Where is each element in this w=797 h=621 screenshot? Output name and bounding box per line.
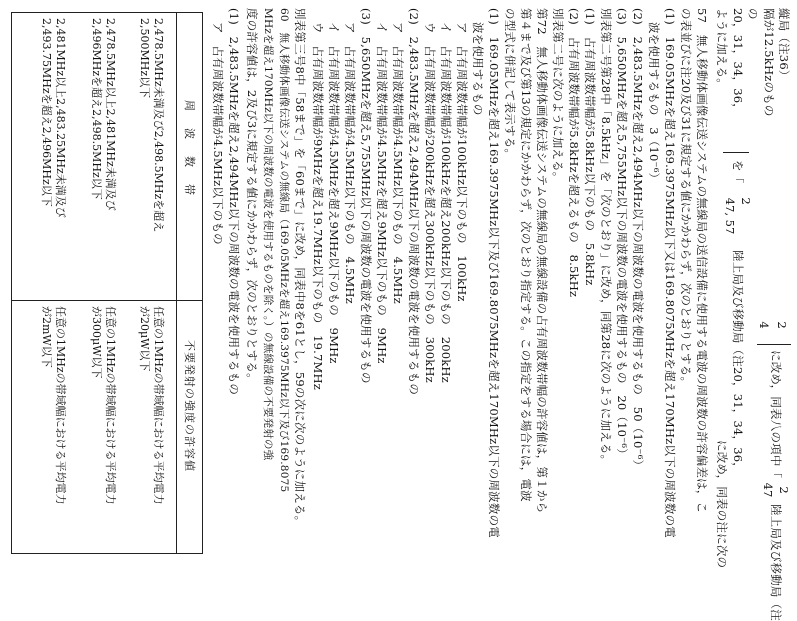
- inline-rest-3: に改め，同表の注に次の: [715, 440, 729, 569]
- text-line-30: ウ 占有周波数帯幅が9MHzを超え19.7MHz以下のもの 19.7MHz: [311, 22, 325, 391]
- text-line-29: イ 占有周波数帯幅が4.5MHzを超え9MHz以下のもの 9MHz: [327, 22, 341, 364]
- text-line-16: 第72 無人移動体画像伝送システムの無線局の無線設備の占有周波数帯幅の許容値は，第１から: [535, 8, 549, 514]
- inline-arrow-text: を「: [731, 160, 745, 184]
- text-line-12: 別表第二号第28中「8.5kHz」を「次のとおり」に改め，同第28に次のように加える。: [599, 8, 613, 467]
- table-row-1-limit-line-2: が20μW以下: [138, 306, 151, 372]
- fraction-1-bottom: 4: [757, 321, 771, 329]
- inline-rest-1: に改め，同表八の項中「: [769, 350, 783, 479]
- text-line-20: 波を使用するもの: [471, 22, 485, 116]
- text-line-28: ア 占有周波数帯幅が4.5MHz以下のもの 4.5MHz: [343, 22, 357, 304]
- table-header-limit: 不要発射の強度の許容値: [183, 340, 196, 472]
- table-header-divider: [176, 12, 177, 554]
- text-line-2: 隔が12.5kHzのもの: [762, 8, 776, 117]
- text-line-13: (1) 占有周波数帯幅が5.8kHz以下のもの 5.8kHz: [583, 8, 597, 286]
- table-row-2-limit-line-2: が300μW以下: [90, 306, 103, 379]
- table-row-2-band-line-1: 2,478.5MHz以上2,481MHz未満及び: [104, 18, 117, 211]
- text-line-8: (1) 169.05MHzを超え169.3975MHz以下又は169.8075MHzを超え170MHz以下の周波数の電: [663, 8, 677, 538]
- text-line-15: 別表第二号に次のように加える。: [551, 8, 565, 184]
- text-line-18: の型式に併記して表示する。: [503, 8, 517, 161]
- text-line-32: 60 無人移動体画像伝送システムの無線局（169.05MHzを超え169.3975MHz以下及び169.8075: [278, 8, 290, 493]
- text-line-1: 縦局（注36）: [777, 8, 791, 82]
- text-line-5: ように加える。: [715, 8, 729, 90]
- table-row-3-limit-line-2: が2mW以下: [40, 306, 53, 368]
- table-row-1-band-line-1: 2,478.5MHz未満及び2,498.5MHzを超え: [152, 18, 165, 233]
- text-line-7: の表並びに注20及び31に規定する値にかかわらず，次のとおりとする。: [679, 8, 693, 389]
- fraction-3-bottom: 47: [761, 482, 775, 498]
- text-line-23: ウ 占有周波数帯幅が200kHzを超え300kHz以下のもの 300kHz: [423, 22, 437, 383]
- text-line-19: (1) 169.05MHzを超え169.3975MHz以下及び169.8075MHzを超え170MHz以下の周波数の電: [487, 8, 501, 538]
- fraction-2-top: 2: [739, 197, 753, 205]
- table-row-2-limit-line-1: 任意の1MHzの帯域幅における平均電力: [104, 306, 117, 505]
- text-line-31: 別表第三号8中「58まで」を「60まで」に改め，同表中8を61とし，59の次に次のように加える。: [293, 8, 307, 528]
- table-column-divider: [11, 300, 203, 301]
- text-line-9: 波を使用するもの 3（10⁻⁶）: [647, 22, 661, 185]
- text-line-24: (2) 2,483.5MHzを超え2,494MHz以下の周波数の電波を使用するもの: [407, 8, 421, 396]
- table-row-3-band-line-2: 2,493.75MHzを超え2,496MHz以下: [40, 18, 53, 207]
- text-line-35: (1) 2,483.5MHzを超え2,494MHz以下の周波数の電波を使用するもの: [227, 8, 241, 396]
- text-line-33: MHzを超え170MHz以下の周波数の電波を使用するものを除く。）の無線設備の不要発射の強: [262, 8, 274, 461]
- table-row-1-band-line-2: 2,500MHz以下: [138, 18, 151, 99]
- text-line-34: 度の許容値は，2及び3に規定する値にかかわらず，次のとおりとする。: [245, 8, 259, 385]
- text-line-21: ア 占有周波数帯幅が100kHz以下のもの 100kHz: [455, 22, 469, 302]
- inline-rest-2: 陸上局及び移動局（注: [769, 504, 783, 621]
- fraction-3-top: 2: [777, 486, 791, 494]
- text-line-3: の: [746, 8, 760, 20]
- text-line-11: (3) 5,650MHzを超え5,755MHz以下の周波数の電波を使用するもの 20（10⁻⁶）: [615, 8, 629, 460]
- text-line-10: (2) 2,483.5MHzを超え2,494MHz以下の周波数の電波を使用するもの 50（10⁻⁶）: [631, 8, 645, 472]
- table-row-1-limit-line-1: 任意の1MHzの帯域幅における平均電力: [152, 306, 165, 505]
- inline-rest-4: 陸上局及び移動局（注20，31，34，36，: [731, 250, 745, 474]
- table-row-3-band-line-1: 2,481MHz以上2,483.25MHz未満及び: [54, 18, 67, 218]
- text-line-36: ア 占有周波数帯幅が4.5MHz以下のもの: [211, 22, 225, 245]
- bracket-bar-2: [757, 344, 791, 345]
- text-line-22: イ 占有周波数帯幅が100kHzを超え200kHz以下のもの 200kHz: [439, 22, 453, 383]
- text-line-27: (3) 5,650MHzを超え5,755MHz以下の周波数の電波を使用するもの: [359, 8, 373, 384]
- text-line-25: ア 占有周波数帯幅が4.5MHz以下のもの 4.5MHz: [391, 22, 405, 304]
- text-line-6: 57 無人移動体画像伝送システムの無線局の送信設備に使用する電波の周波数の許容偏差は，こ: [695, 8, 709, 514]
- text-line-26: イ 占有周波数帯幅が4.5MHzを超え9MHz以下のもの 9MHz: [375, 22, 389, 364]
- fraction-2-bottom: 47, 57: [723, 197, 737, 235]
- fraction-1-top: 2: [775, 321, 789, 329]
- bracket-bar-1: [723, 152, 749, 153]
- text-line-17: 第４まで及び第13の規定にかかわらず，次のとおり指定する。この指定をする場合には，電波: [519, 8, 533, 502]
- text-line-4: 20，31，34，36，: [731, 8, 745, 115]
- table-row-3-limit-line-1: 任意の1MHzの帯域幅における平均電力: [54, 306, 67, 505]
- table-header-band: 周 波 数 帯: [183, 100, 196, 198]
- text-line-14: (2) 占有周波数帯幅が5.8kHzを超えるもの 8.5kHz: [567, 8, 581, 298]
- table-row-2-band-line-2: 2,496MHzを超え2,498.5MHz以下: [90, 18, 103, 200]
